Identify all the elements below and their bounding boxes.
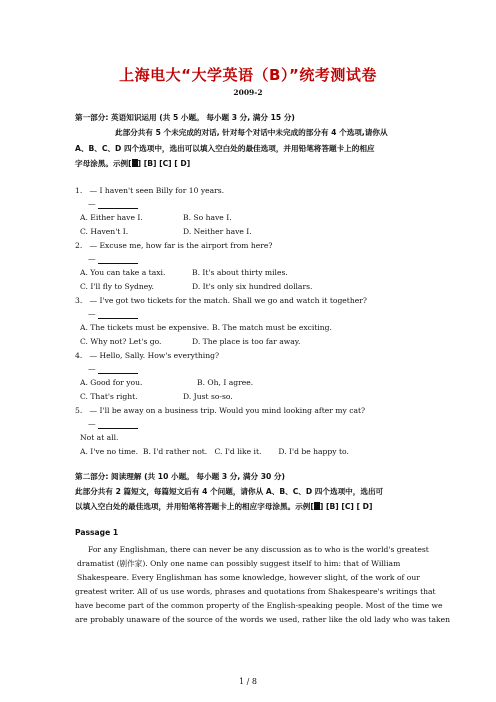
question-4 bbox=[75, 351, 219, 361]
passage-line: are probably unaware of the source of the words we used, rather like the old lady who was taken bbox=[75, 615, 451, 624]
answer-blank-line bbox=[88, 419, 138, 429]
question-number: 3. bbox=[75, 296, 83, 305]
passage-line: dramatist (剧作家). Only one name can possibly suggest itself to him: that of William bbox=[77, 559, 401, 568]
page-number: 1 / 8 bbox=[239, 677, 257, 686]
answer-blank bbox=[98, 310, 138, 319]
option-b: B. The match must be exciting. bbox=[212, 323, 332, 332]
part1-example-prefix: 字母涂黑。示例[ bbox=[75, 159, 132, 168]
option-d: D. Just so-so. bbox=[183, 392, 233, 401]
question-5 bbox=[75, 406, 365, 416]
question-prompt: — I'll be away on a business trip. Would you mind looking after my cat? bbox=[89, 406, 366, 415]
option-c: C. I'll fly to Sydney. bbox=[80, 282, 154, 291]
passage-line: Shakespeare. Every Englishman has some knowledge, however slight, of the work of our bbox=[77, 573, 420, 582]
part2-heading: 第二部分: 阅读理解 (共 10 小题。 每小题 3 分, 满分 30 分) bbox=[75, 472, 285, 481]
question-prompt: — I haven't seen Billy for 10 years. bbox=[89, 186, 225, 195]
option-c: C. Why not? Let's go. bbox=[80, 337, 162, 346]
part1-instruction-line3 bbox=[75, 159, 190, 169]
response-text: Not at all. bbox=[80, 433, 119, 442]
option-d: D. It's only six hundred dollars. bbox=[192, 282, 313, 291]
part2-example-suffix: ] [B] [C] [ D] bbox=[319, 502, 373, 511]
question-1 bbox=[75, 186, 224, 196]
answer-blank bbox=[98, 255, 138, 264]
part2-instruction-line2 bbox=[75, 502, 372, 512]
question-number: 2. bbox=[75, 241, 83, 250]
question-prompt: — Hello, Sally. How's everything? bbox=[89, 351, 220, 360]
option-a: A. Either have I. bbox=[80, 213, 143, 222]
question-2 bbox=[75, 241, 272, 251]
option-a: A. The tickets must be expensive. bbox=[80, 323, 210, 332]
question-number: 5. bbox=[75, 406, 83, 415]
part1-instruction-line1: 此部分共有 5 个未完成的对话, 针对每个对话中未完成的部分有 4 个选项,请你从 bbox=[115, 128, 388, 137]
question-prompt: — Excuse me, how far is the airport from here? bbox=[89, 241, 273, 250]
question-5-options: A. I've no time. B. I'd rather not. C. I'd like it. D. I'd be happy to. bbox=[80, 447, 349, 456]
part1-example-suffix: ] [B] [C] [ D] bbox=[137, 159, 191, 168]
passage-line: have become part of the common property of the English-speaking people. Most of the time we bbox=[75, 601, 443, 610]
answer-blank bbox=[98, 420, 138, 429]
dash: — bbox=[88, 419, 96, 428]
option-b: B. It's about thirty miles. bbox=[192, 268, 288, 277]
question-prompt: — I've got two tickets for the match. Shall we go and watch it together? bbox=[89, 296, 367, 305]
dash: — bbox=[88, 364, 96, 373]
answer-blank-line bbox=[88, 254, 138, 264]
option-d: D. Neither have I. bbox=[183, 227, 252, 236]
passage-label: Passage 1 bbox=[75, 528, 119, 537]
exam-title: 上海电大“大学英语（B）”统考测试卷 bbox=[119, 66, 377, 84]
part1-instruction-line2: A、B、C、D 四个选项中，选出可以填入空白处的最佳选项，并用铅笔将答题卡上的相应 bbox=[75, 144, 375, 153]
option-d: D. The place is too far away. bbox=[192, 337, 301, 346]
option-b: B. So have I. bbox=[183, 213, 232, 222]
question-3 bbox=[75, 296, 367, 306]
answer-blank bbox=[98, 200, 138, 209]
answer-blank bbox=[98, 365, 138, 374]
answer-blank-line bbox=[88, 309, 138, 319]
passage-line: For any Englishman, there can never be any discussion as to who is the world's greatest bbox=[88, 545, 429, 554]
exam-date: 2009-2 bbox=[233, 88, 263, 97]
answer-blank-line bbox=[88, 364, 138, 374]
option-c: C. That's right. bbox=[80, 392, 138, 401]
answer-blank-line bbox=[88, 199, 138, 209]
question-number: 1. bbox=[75, 186, 83, 195]
question-number: 4. bbox=[75, 351, 83, 360]
option-a: A. You can take a taxi. bbox=[80, 268, 166, 277]
option-b: B. Oh, I agree. bbox=[197, 378, 254, 387]
passage-line: greatest writer. All of us use words, phrases and quotations from Shakespeare's writings that bbox=[75, 587, 436, 596]
dash: — bbox=[88, 309, 96, 318]
part2-example-prefix: 以填入空白处的最佳选项，并用铅笔将答题卡上的相应字母涂黑。示例[ bbox=[75, 502, 314, 511]
option-c: C. Haven't I. bbox=[80, 227, 129, 236]
part1-heading: 第一部分: 英语知识运用 (共 5 小题。 每小题 3 分, 满分 15 分) bbox=[75, 113, 295, 122]
dash: — bbox=[88, 254, 96, 263]
dash: — bbox=[88, 199, 96, 208]
option-a: A. Good for you. bbox=[80, 378, 143, 387]
part2-instruction-line1: 此部分共有 2 篇短文，每篇短文后有 4 个问题，请你从 A、B、C、D 四个选项中，选出可 bbox=[75, 487, 384, 496]
